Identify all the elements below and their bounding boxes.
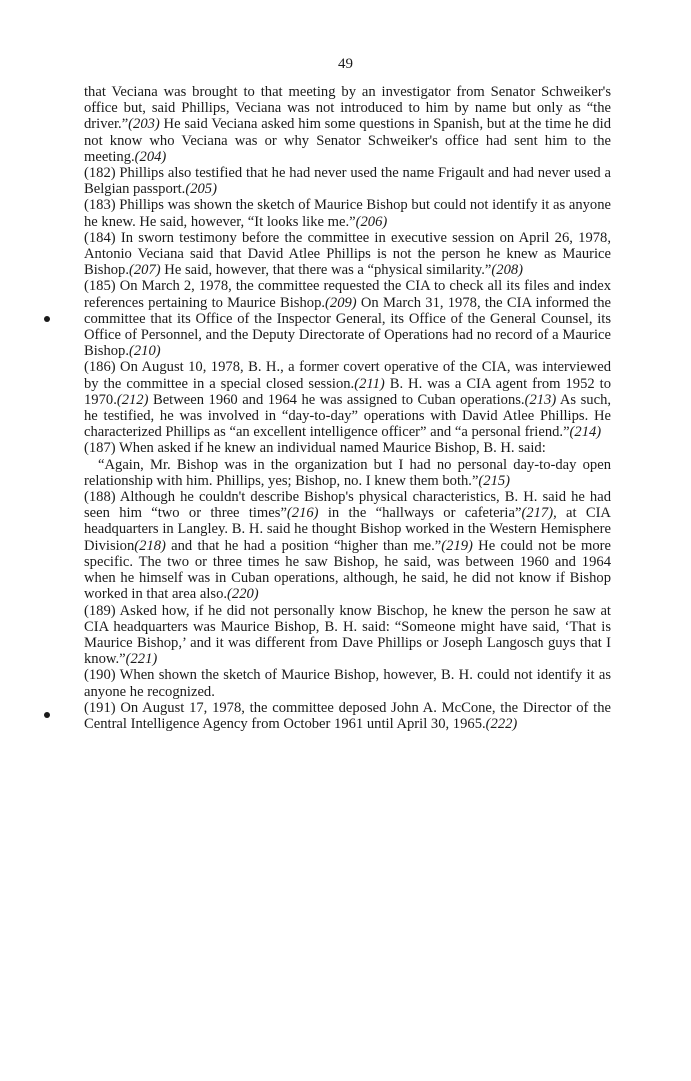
footnote-reference: (220) xyxy=(227,586,259,603)
paragraph-text: (191) On August 17, 1978, the committee deposed John A. McCone, the Director of the Central Intelligence Agency from October 1961 until April 30, 1965. xyxy=(84,699,611,732)
paragraph-text: (186) On August 10, 1978, B. H., a former covert operative of the CIA, was interviewed by the committee in a special closed session. xyxy=(84,359,611,392)
footnote-reference: (213) xyxy=(524,391,557,408)
paragraph-text: As such, he testified, he was involved in “day-to-day” operations with David Atlee Phillips. He characterized Phillips as “an excellent intelligence officer” and “a personal friend.” xyxy=(84,391,612,441)
footnote-reference: (208) xyxy=(491,262,524,279)
paragraph-text: On March 31, 1978, the CIA informed the committee that its Office of the Inspector General, its Office of the General Counsel, its Office of Personnel, and the Deputy Directorate of Operations had no record of a Maurice Bishop. xyxy=(84,294,612,360)
margin-dot xyxy=(44,712,50,718)
paragraph-text: (189) Asked how, if he did not personally know Bischop, he knew the person he saw at CIA headquarters was Maurice Bishop, B. H. said: “Someone might have said, ‘That is Maurice Bishop,’ and it was different from Dave Phillips or Joseph Langosch guys that I know.” xyxy=(84,602,611,668)
paragraph-text: (187) When asked if he knew an individual named Maurice Bishop, B. H. said: xyxy=(84,440,546,457)
footnote-reference: (209) xyxy=(325,294,357,311)
paragraph xyxy=(84,197,611,229)
paragraph-text: Between 1960 and 1964 he was assigned to Cuban operations. xyxy=(148,391,525,408)
paragraph xyxy=(84,667,611,699)
footnote-reference: (222) xyxy=(485,715,518,732)
paragraph-text: He could not be more specific. The two or three times he saw Bishop, he said, was between 1960 and 1964 when he himself was in Cuban operations, although, he said, he did not know if Bishop worked in that area also. xyxy=(84,537,611,603)
paragraph xyxy=(84,457,611,489)
paragraph-text: that Veciana was brought to that meeting by an investigator from Senator Schweiker's office but, said Phillips, Veciana was not introduced to him by name but only as “the driver.” xyxy=(84,84,611,133)
footnote-reference: (217) xyxy=(521,505,554,522)
body-text xyxy=(84,84,611,732)
paragraph xyxy=(84,84,611,165)
paragraph xyxy=(84,230,611,279)
paragraph-text: “Again, Mr. Bishop was in the organization but I had no personal day-to-day open relationship with him. Phillips, yes; Bishop, no. I knew them both.” xyxy=(84,456,611,489)
paragraph-text: (190) When shown the sketch of Maurice Bishop, however, B. H. could not identify it as anyone he recognized. xyxy=(84,667,611,700)
paragraph xyxy=(84,440,611,456)
footnote-reference: (206) xyxy=(355,213,388,230)
footnote-reference: (203) xyxy=(128,116,160,133)
footnote-reference: (221) xyxy=(125,651,158,668)
footnote-reference: (211) xyxy=(354,375,385,392)
paragraph-text: He said Veciana asked him some questions in Spanish, but at the time he did not know who Veciana was or why Senator Schweiker's office had sent him to the meeting. xyxy=(84,116,611,165)
paragraph xyxy=(84,603,611,668)
paragraph-text: He said, however, that there was a “physical similarity.” xyxy=(160,262,492,279)
paragraph-text: (184) In sworn testimony before the committee in executive session on April 26, 1978, Antonio Veciana said that David Atlee Phillips is not the person he knew as Maurice Bishop. xyxy=(84,229,611,279)
paragraph-text: and that he had a position “higher than me.” xyxy=(165,537,442,554)
paragraph xyxy=(84,700,611,732)
paragraph xyxy=(84,165,611,197)
paragraph xyxy=(84,489,611,602)
footnote-reference: (214) xyxy=(569,424,602,441)
footnote-reference: (212) xyxy=(116,391,149,408)
footnote-reference: (207) xyxy=(129,262,161,279)
page-number: 49 xyxy=(338,56,353,72)
paragraph-text: B. H. was a CIA agent from 1952 to 1970. xyxy=(84,375,612,408)
paragraph-text: (185) On March 2, 1978, the committee requested the CIA to check all its files and index references pertaining to Maurice Bishop. xyxy=(84,278,611,311)
footnote-reference: (218) xyxy=(134,537,166,554)
footnote-reference: (205) xyxy=(185,181,217,198)
paragraph-text: in the “hallways or cafeteria” xyxy=(318,505,522,522)
footnote-reference: (204) xyxy=(134,148,167,165)
footnote-reference: (219) xyxy=(441,537,473,554)
paragraph-text: , at CIA headquarters in Langley. B. H. said he thought Bishop worked in the Western Hemisphere Division xyxy=(84,505,611,554)
paragraph-text: (183) Phillips was shown the sketch of Maurice Bishop but could not identify it as anyone he knew. He said, however, “It looks like me.” xyxy=(84,197,611,230)
footnote-reference: (216) xyxy=(286,505,319,522)
margin-dot xyxy=(44,316,50,322)
paragraph-text: (188) Although he couldn't describe Bishop's physical characteristics, B. H. said he had seen him “two or three times” xyxy=(84,489,611,522)
footnote-reference: (210) xyxy=(129,343,161,360)
paragraph xyxy=(84,278,611,359)
footnote-reference: (215) xyxy=(478,472,511,489)
paragraph xyxy=(84,359,611,440)
paragraph-text: (182) Phillips also testified that he had never used the name Frigault and had never used a Belgian passport. xyxy=(84,165,611,198)
